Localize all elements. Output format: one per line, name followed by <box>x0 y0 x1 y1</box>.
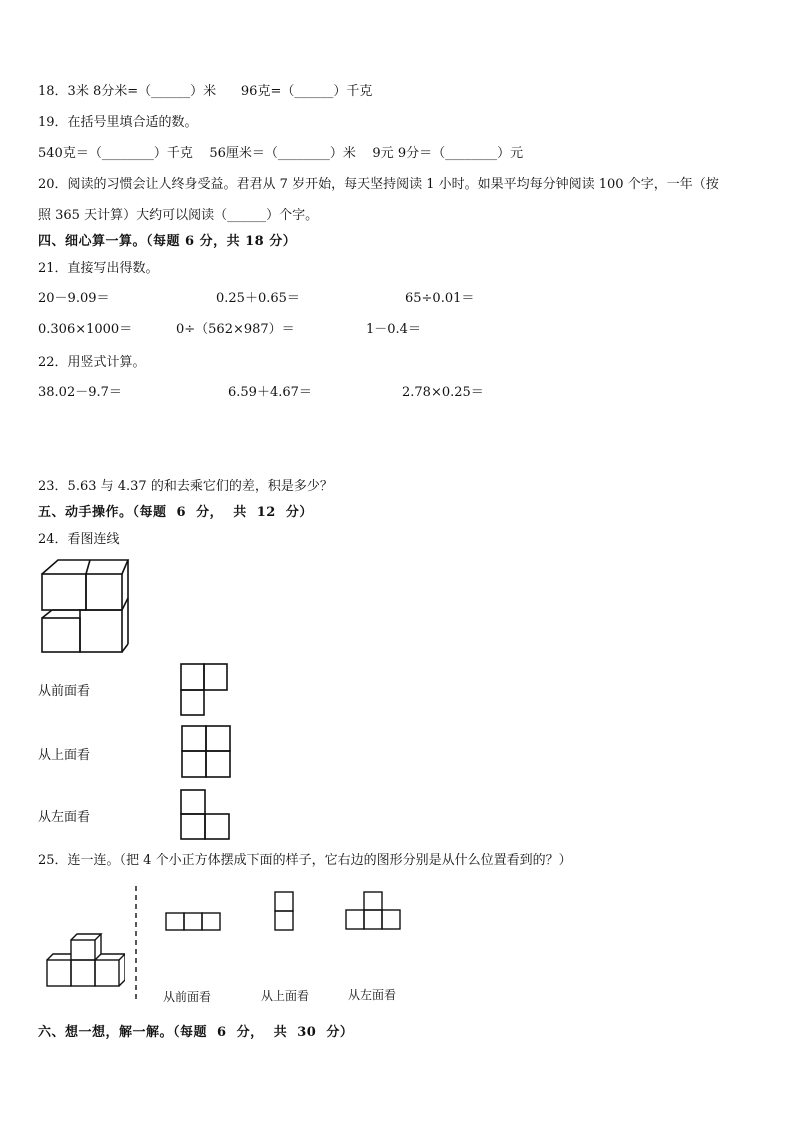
view-front-label: 从前面看 <box>38 684 91 699</box>
three-row-figure <box>165 911 223 933</box>
q25-cube-stack <box>45 930 125 990</box>
q22-item: 2.78×0.25＝ <box>402 385 484 400</box>
question-20-line2: 照 365 天计算）大约可以阅读（______）个字。 <box>38 208 319 223</box>
section-6-heading: 六、想一想，解一解。（每题 6 分， 共 30 分） <box>38 1025 354 1040</box>
question-23: 23．5.63 与 4.37 的和去乘它们的差，积是多少？ <box>38 479 333 494</box>
q25-left-label: 从左面看 <box>348 988 397 1002</box>
question-19-items: 540克＝（________）千克 56厘米＝（________）米 9元 9分＝（________）元 <box>38 146 524 161</box>
q24-cube-figure <box>40 558 130 654</box>
q21-item: 20－9.09＝ <box>38 291 110 306</box>
q25-front-label: 从前面看 <box>163 990 212 1004</box>
top-view-figure <box>180 725 232 779</box>
dashed-divider <box>134 886 138 1002</box>
question-24: 24．看图连线 <box>38 532 120 547</box>
front-view-figure <box>180 663 230 717</box>
view-top-label: 从上面看 <box>38 748 91 763</box>
q21-item: 65÷0.01＝ <box>405 291 475 306</box>
column-figure <box>274 891 296 933</box>
question-20-line1: 20．阅读的习惯会让人终身受益。君君从 7 岁开始，每天坚持阅读 1 小时。如果平均每分钟阅读 100 个字，一年（按 <box>38 177 719 192</box>
question-25: 25．连一连。（把 4 个小正方体摆成下面的样子，它右边的图形分别是从什么位置看到的？） <box>38 853 572 868</box>
question-22: 22．用竖式计算。 <box>38 355 146 370</box>
q22-item: 38.02－9.7＝ <box>38 385 122 400</box>
question-21: 21．直接写出得数。 <box>38 261 159 276</box>
question-19: 19．在括号里填合适的数。 <box>38 115 198 130</box>
t-shape-figure <box>344 890 404 932</box>
view-left-label: 从左面看 <box>38 810 91 825</box>
q21-item: 0.306×1000＝ <box>38 322 133 337</box>
q25-top-label: 从上面看 <box>261 989 310 1003</box>
q21-item: 0÷（562×987）＝ <box>176 322 295 337</box>
left-view-figure <box>180 789 232 841</box>
section-4-heading: 四、细心算一算。（每题 6 分，共 18 分） <box>38 234 297 249</box>
q22-item: 6.59＋4.67＝ <box>228 385 312 400</box>
section-5-heading: 五、动手操作。（每题 6 分， 共 12 分） <box>38 505 313 520</box>
q21-item: 1－0.4＝ <box>366 322 421 337</box>
q21-item: 0.25＋0.65＝ <box>216 291 300 306</box>
question-18: 18．3米 8分米=（______）米 96克=（______）千克 <box>38 84 373 99</box>
